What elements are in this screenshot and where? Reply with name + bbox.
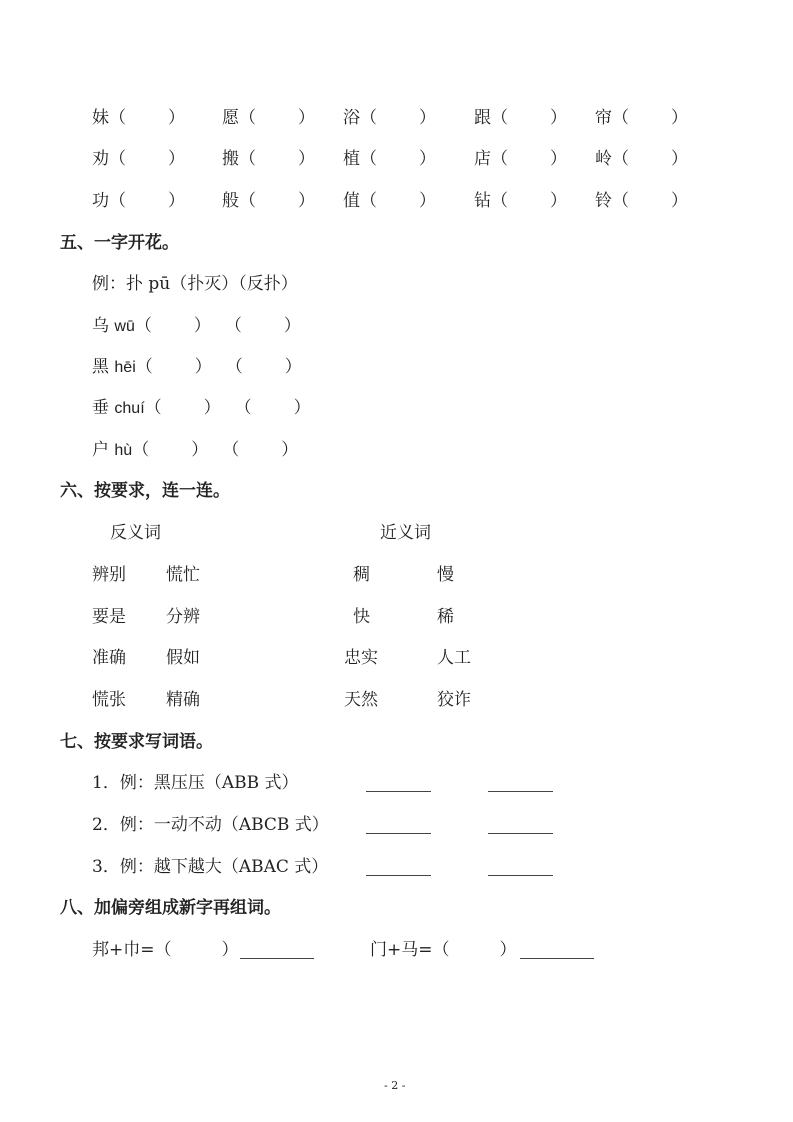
paren-close: ） [419, 191, 436, 211]
char: 般 [222, 191, 239, 211]
char: 搬 [222, 149, 239, 169]
answer-blank[interactable] [366, 861, 431, 881]
char: 跟 [474, 108, 491, 128]
char: 妹 [92, 108, 109, 128]
char-blank [92, 149, 185, 169]
word: 稀 [437, 607, 454, 627]
word: 稠 [353, 565, 370, 585]
answer-blank[interactable] [520, 944, 594, 964]
char: 钻 [474, 191, 491, 211]
word: 要是 [92, 607, 126, 627]
paren-close: ） [550, 108, 567, 128]
example: 例：扑 pū（扑灭）（反扑） [92, 274, 298, 294]
char: 户 [92, 440, 109, 460]
word: 慌张 [92, 690, 126, 710]
pinyin: hēi [114, 359, 136, 376]
word: 慌忙 [166, 565, 200, 585]
paren-close: ） [419, 108, 436, 128]
answer-blank[interactable] [366, 777, 431, 797]
char-blank [474, 108, 567, 128]
pinyin: hù [114, 442, 133, 459]
char-blank [474, 149, 567, 169]
paren-open: （ [612, 108, 629, 128]
antonym-header: 反义词 [110, 523, 161, 543]
paren-close: ） [298, 191, 315, 211]
char-blank [92, 108, 185, 128]
word: 快 [353, 607, 370, 627]
section-seven-title: 七、按要求写词语。 [60, 732, 213, 752]
paren-open: （ [360, 149, 377, 169]
answer-blank[interactable] [488, 819, 553, 839]
word: 准确 [92, 648, 126, 668]
word-pattern-item: 2．例：一动不动（ABCB 式） [92, 815, 329, 835]
paren-close: ） [550, 149, 567, 169]
section-five-title: 五、一字开花。 [60, 233, 179, 253]
pinyin: wū [114, 318, 135, 335]
paren-open: （ [360, 108, 377, 128]
char-blank [92, 191, 185, 211]
paren-close: ） [168, 108, 185, 128]
paren-close: ） [671, 191, 688, 211]
char-blank [595, 149, 688, 169]
word-pattern-item: 3．例：越下越大（ABAC 式） [92, 857, 329, 877]
answer-blank[interactable] [240, 944, 314, 964]
char: 黑 [92, 357, 109, 377]
char: 劝 [92, 149, 109, 169]
paren-open: （ [239, 149, 256, 169]
flower-item: 户 hù（ ） （ ） [92, 440, 299, 460]
char-blank [222, 108, 315, 128]
paren-open: （ [109, 108, 126, 128]
char: 乌 [92, 316, 109, 336]
char-blank [474, 191, 567, 211]
char: 植 [343, 149, 360, 169]
paren-open: （ [109, 149, 126, 169]
char-blank [595, 191, 688, 211]
char-blank [222, 191, 315, 211]
paren-close: ） [671, 108, 688, 128]
char: 帘 [595, 108, 612, 128]
paren-close: ） [298, 149, 315, 169]
word: 假如 [166, 648, 200, 668]
paren-open: （ [491, 149, 508, 169]
radical-item: 门+马=（ ） [370, 940, 517, 960]
char: 浴 [343, 108, 360, 128]
flower-item: 乌 wū（ ） （ ） [92, 316, 301, 336]
char-blank [595, 108, 688, 128]
paren-open: （ [612, 191, 629, 211]
synonym-header: 近义词 [380, 523, 431, 543]
char: 愿 [222, 108, 239, 128]
paren-close: ） [168, 191, 185, 211]
answer-blank[interactable] [366, 819, 431, 839]
word: 人工 [437, 648, 471, 668]
paren-open: （ [239, 191, 256, 211]
char-blank [343, 108, 436, 128]
char: 垂 [92, 398, 109, 418]
equation: 门+马=（ [370, 940, 450, 960]
char: 功 [92, 191, 109, 211]
answer-blank[interactable] [488, 777, 553, 797]
char: 铃 [595, 191, 612, 211]
flower-item: 垂 chuí（ ） （ ） [92, 398, 311, 418]
char: 店 [474, 149, 491, 169]
paren-close: ） [168, 149, 185, 169]
section-six-title: 六、按要求，连一连。 [60, 481, 230, 501]
equation: 邦+巾=（ [92, 940, 172, 960]
paren-open: （ [491, 191, 508, 211]
paren-open: （ [491, 108, 508, 128]
word: 慢 [437, 565, 454, 585]
section-eight-title: 八、加偏旁组成新字再组词。 [60, 898, 281, 918]
paren-close: ） [419, 149, 436, 169]
paren-open: （ [239, 108, 256, 128]
char-blank [343, 149, 436, 169]
paren-open: （ [612, 149, 629, 169]
paren-close: ） [298, 108, 315, 128]
paren-open: （ [109, 191, 126, 211]
paren-close: ） [550, 191, 567, 211]
word-pattern-item: 1．例：黑压压（ABB 式） [92, 773, 299, 793]
word: 天然 [344, 690, 378, 710]
word: 分辨 [166, 607, 200, 627]
char-blank [343, 191, 436, 211]
flower-item: 黑 hēi（ ） （ ） [92, 357, 302, 377]
char: 值 [343, 191, 360, 211]
paren-close: ） [671, 149, 688, 169]
word: 狡诈 [437, 690, 471, 710]
char: 岭 [595, 149, 612, 169]
word: 精确 [166, 690, 200, 710]
word: 忠实 [344, 648, 378, 668]
pinyin: chuí [114, 400, 145, 417]
char-blank [222, 149, 315, 169]
answer-blank[interactable] [488, 861, 553, 881]
page-number: - 2 - [384, 1079, 406, 1092]
paren-open: （ [360, 191, 377, 211]
word: 辨别 [92, 565, 126, 585]
radical-item: 邦+巾=（ ） [92, 940, 239, 960]
